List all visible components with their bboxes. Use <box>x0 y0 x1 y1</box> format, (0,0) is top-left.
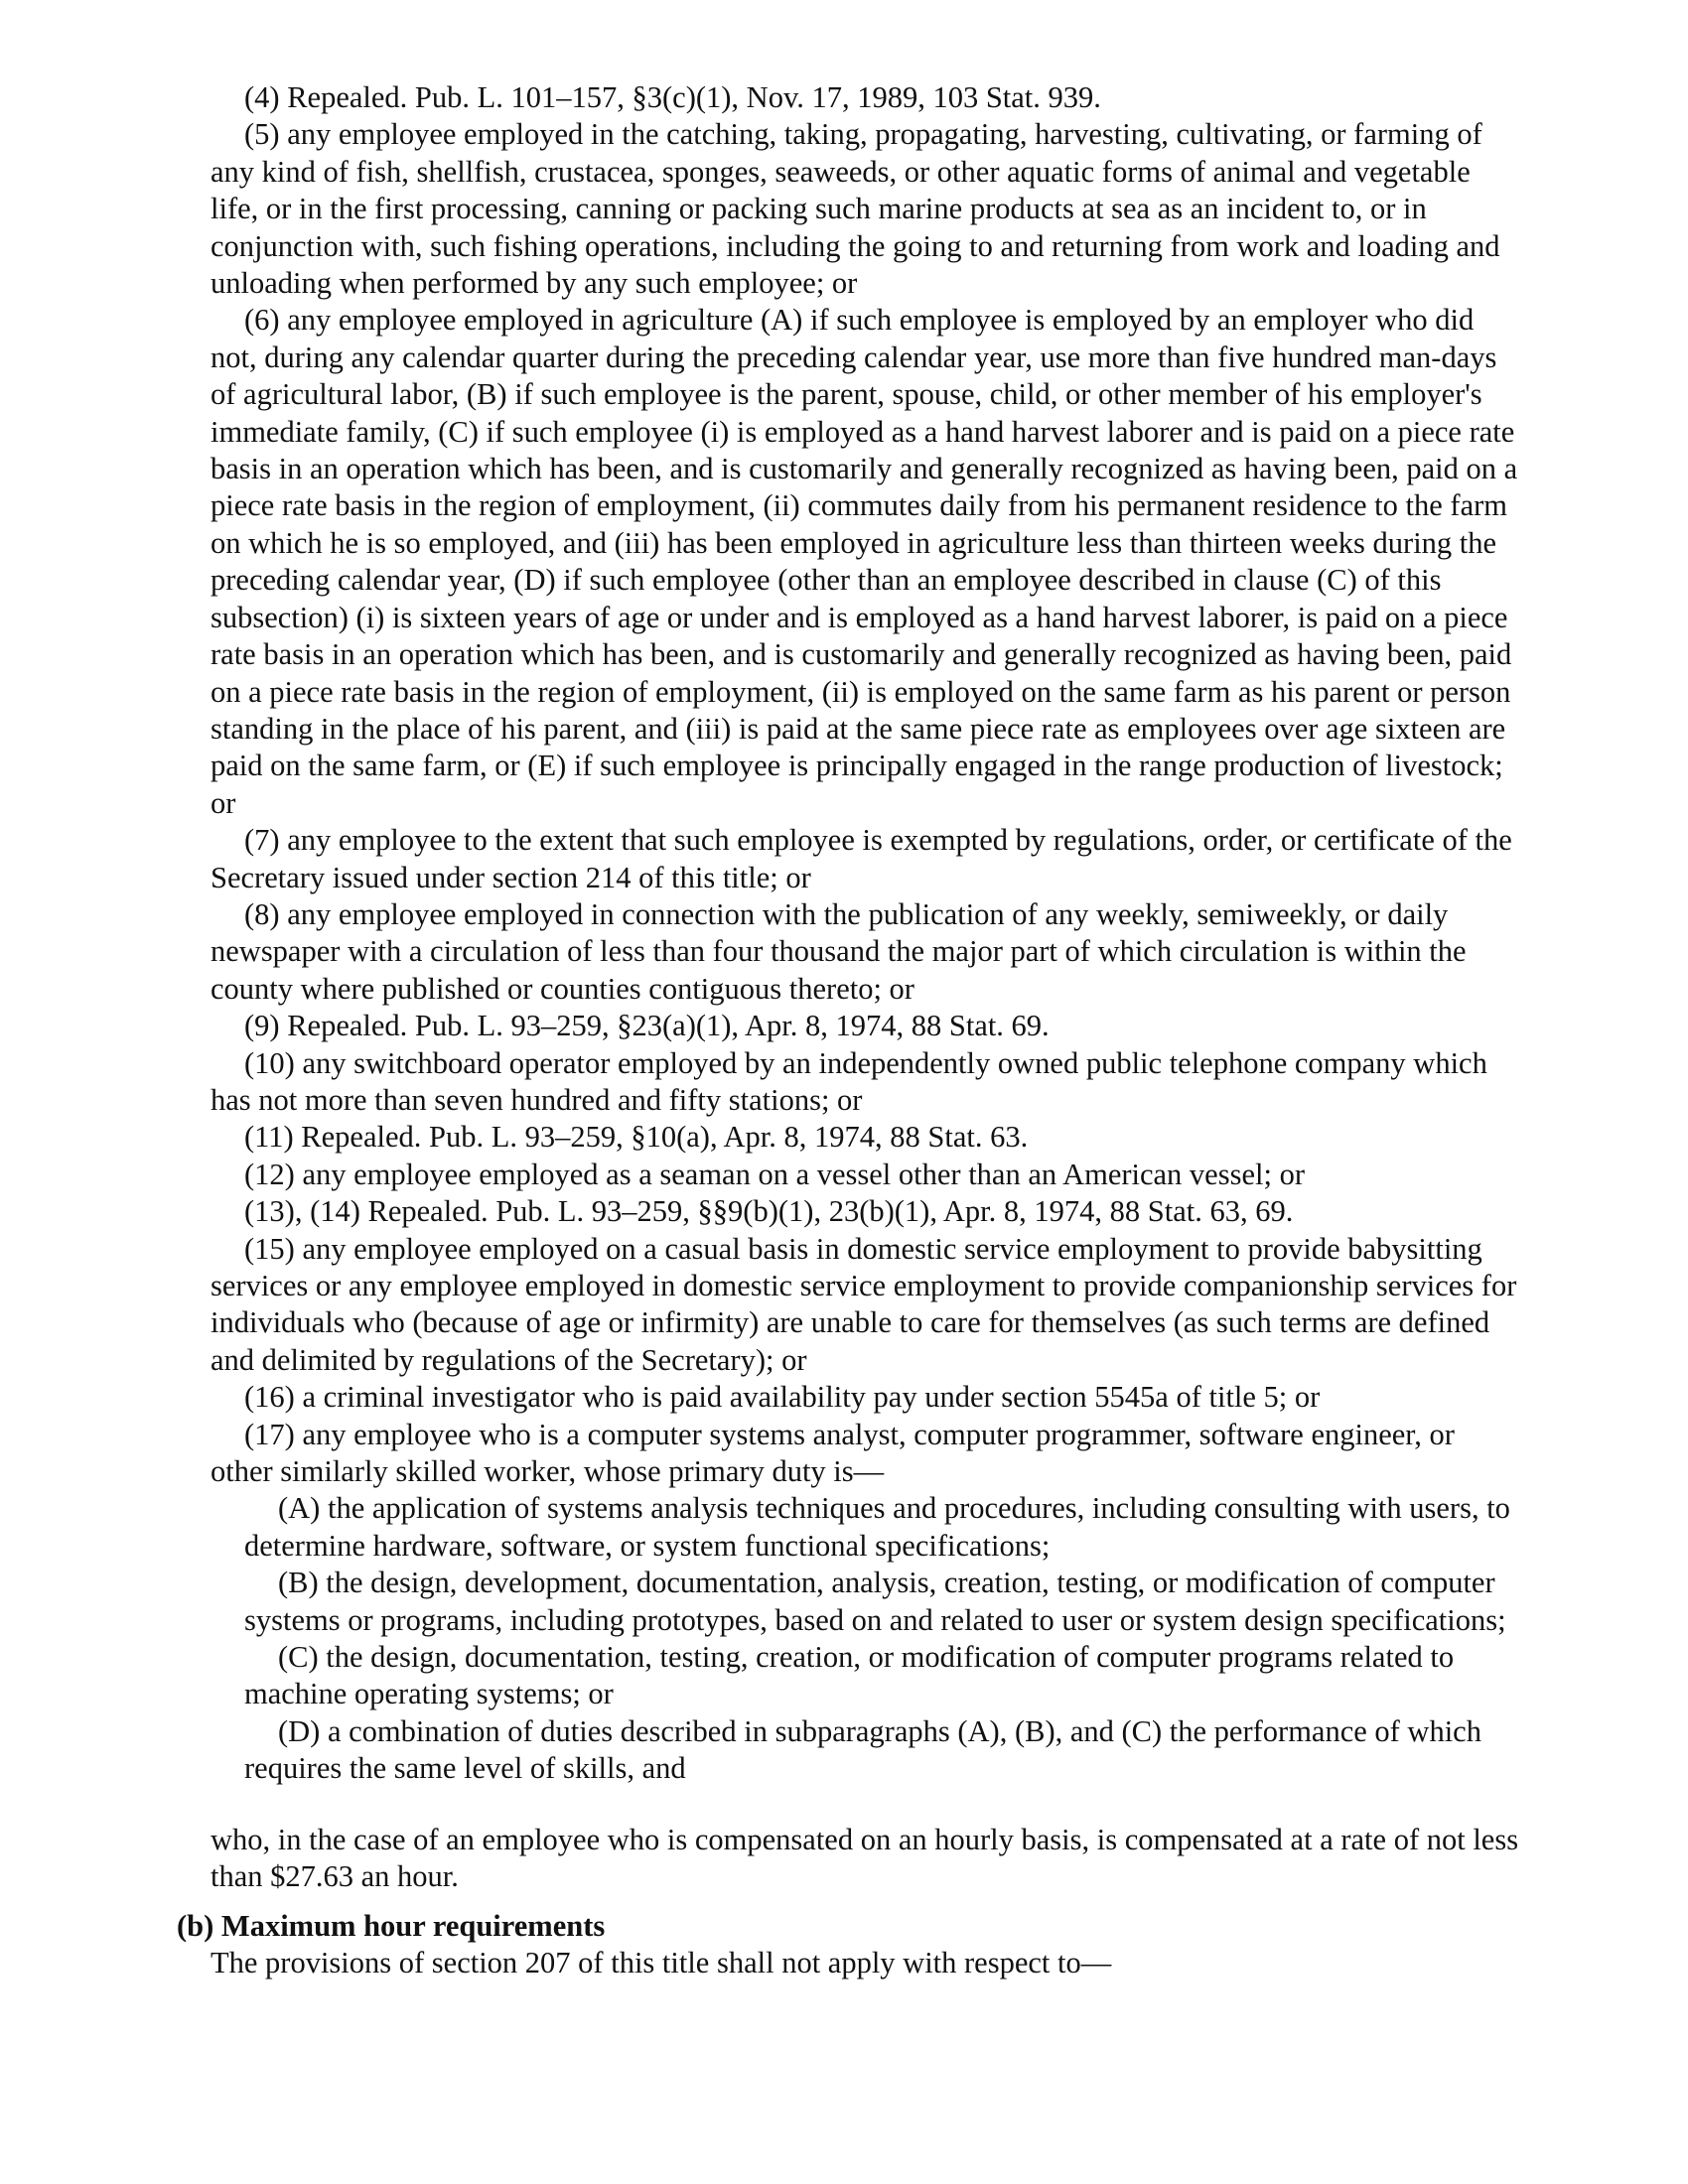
paragraph-12: (12) any employee employed as a seaman on a vessel other than an American vessel; or <box>244 1157 1305 1191</box>
section-lead: The provisions of section 207 of this title shall not apply with respect to— <box>211 1945 1112 1979</box>
paragraph-16: (16) a criminal investigator who is paid availability pay under section 5545a of title 5; or <box>244 1380 1321 1415</box>
paragraph-7: (7) any employee to the extent that such employee is exempted by regulations, order, or certificate of the Secretary issued under section 214 of this title; or <box>211 823 1512 894</box>
section-heading: (b) Maximum hour requirements <box>177 1908 606 1943</box>
closing-text: who, in the case of an employee who is compensated on an hourly basis, is compensated at a rate of not less than $27.63 an hour. <box>211 1822 1519 1894</box>
subparagraph-d: (D) a combination of duties described in subparagraphs (A), (B), and (C) the performance of which requires the same level of skills, and <box>244 1713 1481 1786</box>
paragraph-10: (10) any switchboard operator employed by an independently owned public telephone company which has not more than seven hundred and fifty stations; or <box>211 1045 1487 1117</box>
paragraph-9: (9) Repealed. Pub. L. 93–259, §23(a)(1), Apr. 8, 1974, 88 Stat. 69. <box>244 1009 1050 1043</box>
paragraph-11: (11) Repealed. Pub. L. 93–259, §10(a), Apr. 8, 1974, 88 Stat. 63. <box>244 1120 1029 1155</box>
subparagraph-a: (A) the application of systems analysis techniques and procedures, including consulting with users, to determine hardware, software, or system functional specifications; <box>244 1491 1510 1563</box>
paragraph-4: (4) Repealed. Pub. L. 101–157, §3(c)(1), Nov. 17, 1989, 103 Stat. 939. <box>244 80 1101 114</box>
paragraph-17: (17) any employee who is a computer systems analyst, computer programmer, software engineer, or other similarly skilled worker, whose primary duty is— <box>211 1417 1455 1489</box>
paragraph-13-14: (13), (14) Repealed. Pub. L. 93–259, §§9(b)(1), 23(b)(1), Apr. 8, 1974, 88 Stat. 63, 69. <box>244 1194 1294 1229</box>
paragraph-8: (8) any employee employed in connection with the publication of any weekly, semiweekly, or daily newspaper with a circulation of less than four thousand the major part of which circulation is within the county where published or counties contiguous thereto; or <box>211 896 1467 1006</box>
paragraph-6: (6) any employee employed in agriculture (A) if such employee is employed by an employer who did not, during any calendar quarter during the preceding calendar year, use more than five hundred man-days of agricultural labor, (B) if such employee is the parent, spouse, child, or other member of his employer's immediate family, (C) if such employee (i) is employed as a hand harvest laborer and is paid on a piece rate basis in an operation which has been, and is customarily and generally recognized as having been, paid on a piece rate basis in the region of employment, (ii) commutes daily from his permanent residence to the farm on which he is so employed, and (iii) has been employed in agriculture less than thirteen weeks during the preceding calendar year, (D) if such employee (other than an employee described in clause (C) of this subsection) (i) is sixteen years of age or under and is employed as a hand harvest laborer, is paid on a piece rate basis in an operation which has been, and is customarily and generally recognized as having been, paid on a piece rate basis in the region of employment, (ii) is employed on the same farm as his parent or person standing in the place of his parent, and (iii) is paid at the same piece rate as employees over age sixteen are paid on the same farm, or (E) if such employee is principally engaged in the range production of livestock; or <box>211 303 1518 820</box>
document-page <box>177 79 1521 1981</box>
subparagraph-c: (C) the design, documentation, testing, creation, or modification of computer programs related to machine operating systems; or <box>244 1640 1455 1711</box>
paragraph-5: (5) any employee employed in the catching, taking, propagating, harvesting, cultivating, or farming of any kind of fish, shellfish, crustacea, sponges, seaweeds, or other aquatic forms of animal and vegetable life, or in the first processing, canning or packing such marine products at sea as an incident to, or in conjunction with, such fishing operations, including the going to and returning from work and loading and unloading when performed by any such employee; or <box>211 117 1500 301</box>
subparagraph-b: (B) the design, development, documentation, analysis, creation, testing, or modification of computer systems or programs, including prototypes, based on and related to user or system design specifications; <box>244 1566 1506 1637</box>
paragraph-15: (15) any employee employed on a casual basis in domestic service employment to provide babysitting services or any employee employed in domestic service employment to provide companionship services for individuals who (because of age or infirmity) are unable to care for themselves (as such terms are defined and delimited by regulations of the Secretary); or <box>211 1231 1517 1377</box>
